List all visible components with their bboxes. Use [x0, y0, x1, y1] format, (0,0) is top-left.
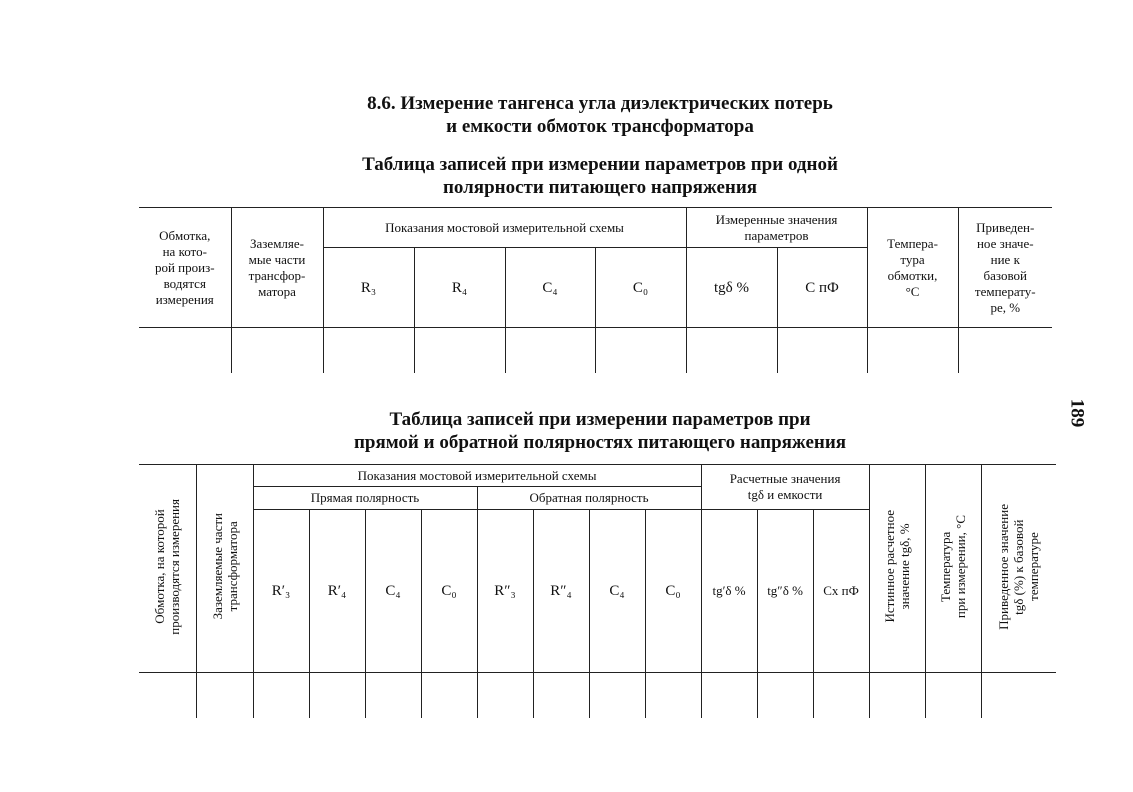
t2-cell — [645, 673, 701, 718]
page-number: 189 — [1066, 398, 1088, 428]
table2-title-line2: прямой и обратной полярностях питающего напряжения — [353, 432, 847, 453]
section-title — [300, 92, 900, 138]
section-title-line2: и емкости обмоток трансформатора — [446, 116, 754, 137]
t2-cell — [813, 673, 869, 718]
t2-header-r4-reverse: R″₄ — [533, 510, 589, 673]
t1-header-winding: Обмотка, на кото- рой произ- водятся измерения — [139, 208, 231, 328]
table1-title — [300, 153, 900, 199]
t1-header-r4: R₄ — [414, 248, 505, 328]
t2-cell — [309, 673, 365, 718]
t1-header-c-pf: С пФ — [777, 248, 867, 328]
t2-cell — [757, 673, 813, 718]
t2-header-winding: Обмотка, на которой производятся измерения — [139, 465, 196, 673]
t2-cell — [589, 673, 645, 718]
t1-header-bridge: Показания мостовой измерительной схемы — [323, 208, 686, 248]
t1-header-tgd: tgδ % — [686, 248, 777, 328]
table1-title-line2: полярности питающего напряжения — [442, 177, 758, 198]
t2-header-reduced: Приведенное значение tgδ (%) к базовой температуре — [981, 465, 1056, 673]
t1-cell — [867, 328, 958, 373]
t2-header-true-value: Истинное расчетное значение tgδ, % — [869, 465, 925, 673]
t1-header-c4: C₄ — [505, 248, 595, 328]
t2-header-c4-direct: C₄ — [365, 510, 421, 673]
t2-cell — [869, 673, 925, 718]
t2-header-c0-direct: C₀ — [421, 510, 477, 673]
t2-cell — [925, 673, 981, 718]
t1-cell — [777, 328, 867, 373]
t2-header-cx: Cx пФ — [813, 510, 869, 673]
t1-cell — [231, 328, 323, 373]
t1-cell — [323, 328, 414, 373]
table2-title-line1: Таблица записей при измерении параметров при — [389, 409, 811, 430]
t2-cell — [365, 673, 421, 718]
t1-cell — [686, 328, 777, 373]
t2-header-temperature: Температура при измерении, °С — [925, 465, 981, 673]
t1-cell — [414, 328, 505, 373]
t2-header-direct: Прямая полярность — [253, 487, 477, 510]
t2-header-tg-double-prime: tg″δ % — [757, 510, 813, 673]
t1-empty-row — [139, 328, 1052, 373]
t1-cell — [958, 328, 1052, 373]
t2-cell — [196, 673, 253, 718]
t1-header-c0: C₀ — [595, 248, 686, 328]
t1-cell — [595, 328, 686, 373]
t1-header-measured: Измеренные значения параметров — [686, 208, 867, 248]
t1-header-temperature: Темпера- тура обмотки, °С — [867, 208, 958, 328]
t2-header-bridge: Показания мостовой измерительной схемы — [253, 465, 701, 487]
t2-header-c4-reverse: C₄ — [589, 510, 645, 673]
table2 — [139, 464, 1056, 718]
t2-header-c0-reverse: C₀ — [645, 510, 701, 673]
t2-cell — [421, 673, 477, 718]
table2-title — [300, 408, 900, 454]
t1-header-reduced: Приведен- ное значе- ние к базовой температу- ре, % — [958, 208, 1052, 328]
t2-header-r3-reverse: R″₃ — [477, 510, 533, 673]
t1-header-grounded: Заземляе- мые части трансфор- матора — [231, 208, 323, 328]
t2-cell — [981, 673, 1056, 718]
t2-cell — [477, 673, 533, 718]
t2-header-calc: Расчетные значения tgδ и емкости — [701, 465, 869, 510]
t2-empty-row — [139, 673, 1056, 718]
t2-cell — [253, 673, 309, 718]
t1-header-r3: R₃ — [323, 248, 414, 328]
table1 — [139, 207, 1052, 373]
table1-title-line1: Таблица записей при измерении параметров при одной — [362, 154, 838, 175]
t1-cell — [505, 328, 595, 373]
t2-cell — [701, 673, 757, 718]
t2-cell — [533, 673, 589, 718]
section-title-line1: 8.6. Измерение тангенса угла диэлектрических потерь — [367, 93, 833, 114]
t2-header-r4-direct: R′₄ — [309, 510, 365, 673]
t2-cell — [139, 673, 196, 718]
t2-header-reverse: Обратная полярность — [477, 487, 701, 510]
t2-header-r3-direct: R′₃ — [253, 510, 309, 673]
t2-header-grounded: Заземляемые части трансформатора — [196, 465, 253, 673]
t2-header-tg-prime: tg′δ % — [701, 510, 757, 673]
t1-cell — [139, 328, 231, 373]
